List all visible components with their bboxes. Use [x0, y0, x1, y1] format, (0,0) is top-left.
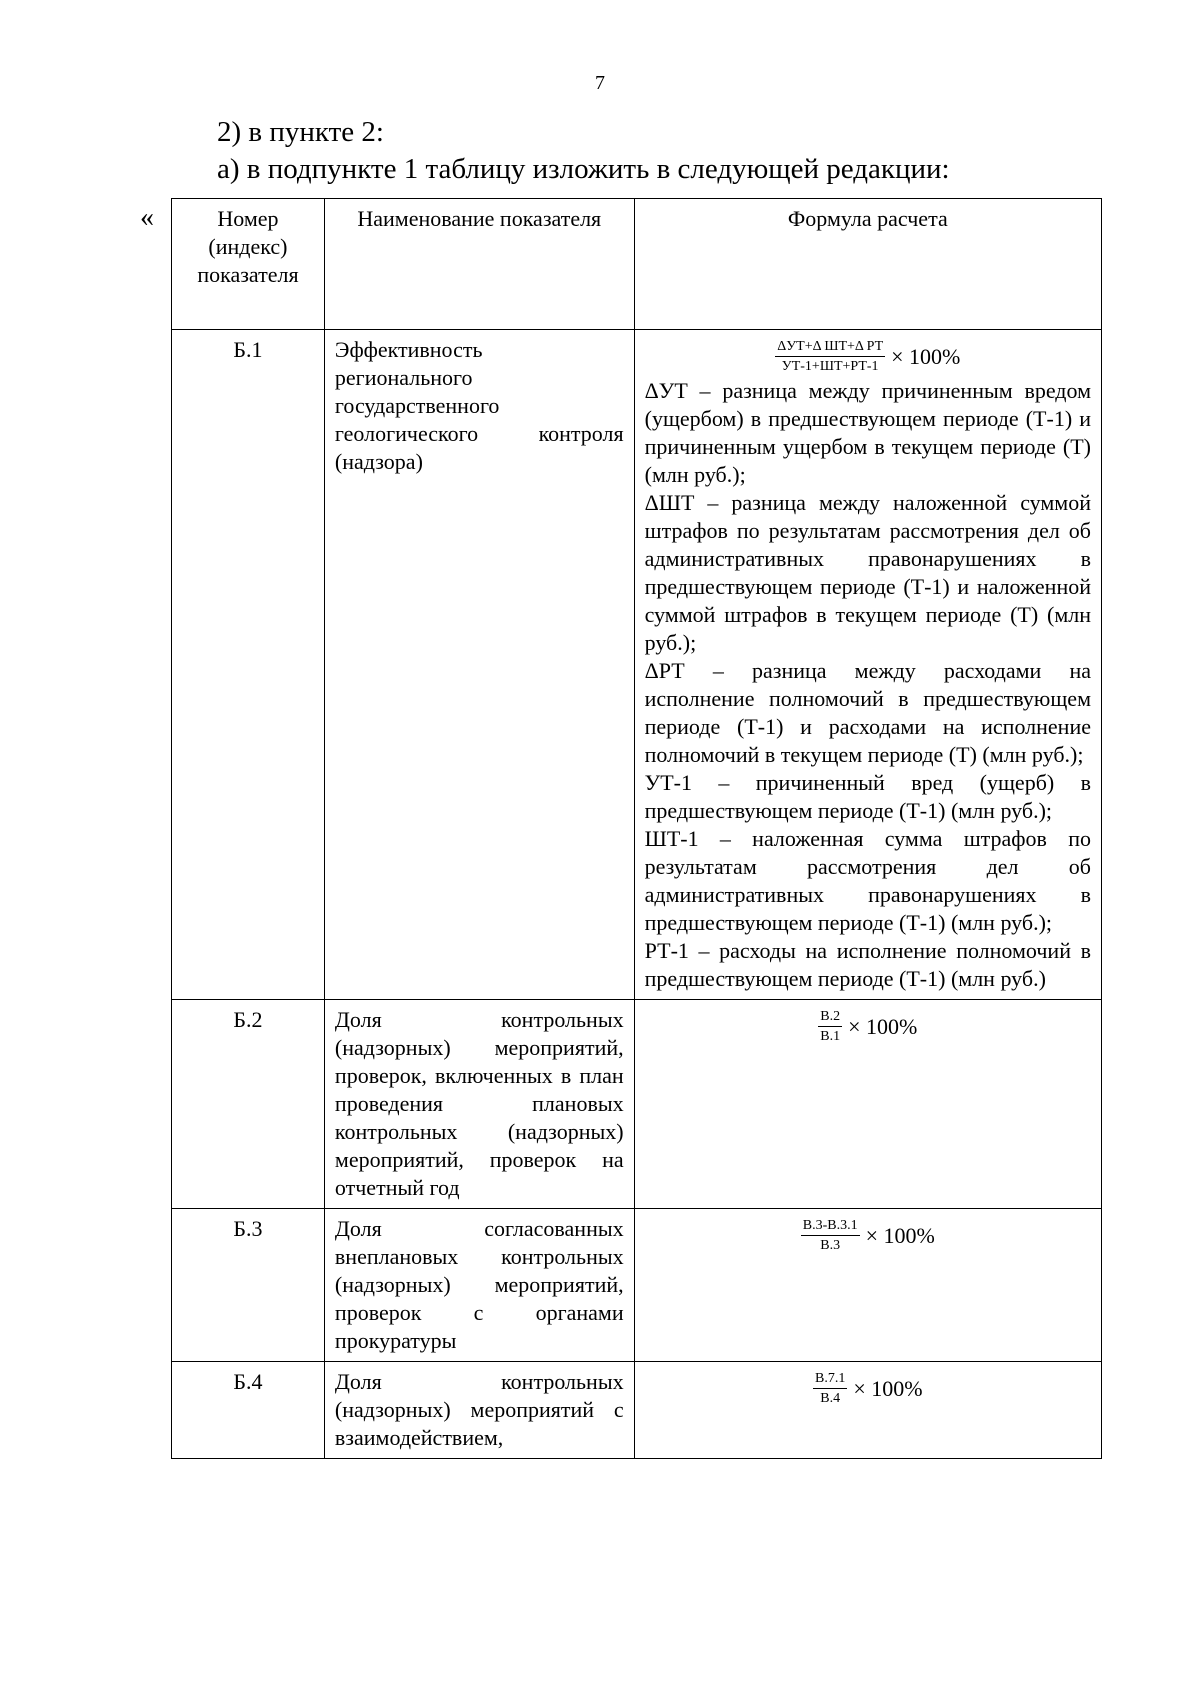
row-name: Доля согласованных внеплановых контрольных (надзорных) мероприятий, проверок с органами прокуратуры	[324, 1209, 634, 1362]
row-formula-cell	[634, 1000, 1101, 1209]
definition-item: ΔШТ – разница между наложенной суммой штрафов по результатам рассмотрения дел об административных правонарушениях в предшествующем периоде (Т-1) и наложенной суммой штрафов в текущем периоде (Т) (млн руб.);	[644, 490, 1091, 655]
formula-multiplier: × 100%	[865, 1222, 935, 1248]
open-quote: «	[140, 202, 154, 233]
formula	[645, 1008, 1091, 1045]
row-formula-cell	[634, 330, 1101, 1000]
table-row	[172, 1362, 1102, 1459]
row-name: Эффективность регионального государственного геологического контроля (надзора)	[324, 330, 634, 1000]
definition-item: РТ-1 – расходы на исполнение полномочий в предшествующем периоде (Т-1) (млн руб.)	[644, 938, 1091, 991]
definition-item: УТ-1 – причиненный вред (ущерб) в предшествующем периоде (Т-1) (млн руб.);	[644, 770, 1091, 823]
row-index: Б.2	[172, 1000, 325, 1209]
formula	[645, 1370, 1091, 1407]
formula-fraction	[818, 1008, 842, 1045]
header-index-line-2: (индекс)	[208, 234, 288, 259]
header-name: Наименование показателя	[324, 199, 634, 330]
formula	[645, 338, 1091, 375]
definition-item: ΔРТ – разница между расходами на исполнение полномочий в предшествующем периоде (Т-1) и расходами на исполнение полномочий в текущем периоде (Т) (млн руб.);	[644, 658, 1091, 767]
formula-numerator: В.2	[818, 1008, 842, 1027]
definition-item: ШТ-1 – наложенная сумма штрафов по результатам рассмотрения дел об административных правонарушениях в предшествующем периоде (Т-1) (млн руб.);	[644, 826, 1091, 935]
formula-denominator: В.1	[820, 1029, 841, 1044]
table-row	[172, 1000, 1102, 1209]
row-formula-cell	[634, 1362, 1101, 1459]
formula-fraction	[801, 1217, 860, 1254]
formula-numerator: В.3-В.3.1	[801, 1217, 860, 1236]
formula-numerator: ΔУТ+Δ ШТ+Δ РТ	[775, 338, 885, 357]
intro-line-2: а) в подпункте 1 таблицу изложить в следующей редакции:	[217, 153, 950, 185]
intro-line-1: 2) в пункте 2:	[217, 116, 384, 148]
formula-fraction	[775, 338, 885, 375]
header-index-line-1: Номер	[217, 206, 279, 231]
formula-numerator: В.7.1	[813, 1370, 847, 1389]
row-formula-cell	[634, 1209, 1101, 1362]
formula-multiplier: × 100%	[848, 1013, 918, 1039]
header-index-line-3: показателя	[197, 262, 299, 287]
row-index: Б.1	[172, 330, 325, 1000]
formula-denominator: В.4	[820, 1391, 841, 1406]
row-index: Б.4	[172, 1362, 325, 1459]
table-row	[172, 330, 1102, 1000]
indicators-table	[171, 198, 1102, 1459]
row-name: Доля контрольных (надзорных) мероприятий, проверок, включенных в план проведения плановых контрольных (надзорных) мероприятий, проверок на отчетный год	[324, 1000, 634, 1209]
table-header-row	[172, 199, 1102, 330]
formula	[645, 1217, 1091, 1254]
page-number: 7	[595, 72, 605, 94]
header-formula: Формула расчета	[634, 199, 1101, 330]
header-index	[172, 199, 325, 330]
intro-text	[217, 114, 950, 188]
formula-multiplier: × 100%	[853, 1375, 923, 1401]
formula-denominator: УТ-1+ШТ+РТ-1	[781, 359, 879, 374]
definition-item: ΔУТ – разница между причиненным вредом (ущербом) в предшествующем периоде (Т-1) и причиненным ущербом в текущем периоде (Т) (млн руб.);	[644, 378, 1091, 487]
formula-multiplier: × 100%	[891, 343, 961, 369]
table-row	[172, 1209, 1102, 1362]
formula-fraction	[813, 1370, 847, 1407]
row-index: Б.3	[172, 1209, 325, 1362]
formula-denominator: В.3	[820, 1238, 841, 1253]
formula-definitions	[645, 377, 1091, 993]
row-name: Доля контрольных (надзорных) мероприятий с взаимодействием,	[324, 1362, 634, 1459]
